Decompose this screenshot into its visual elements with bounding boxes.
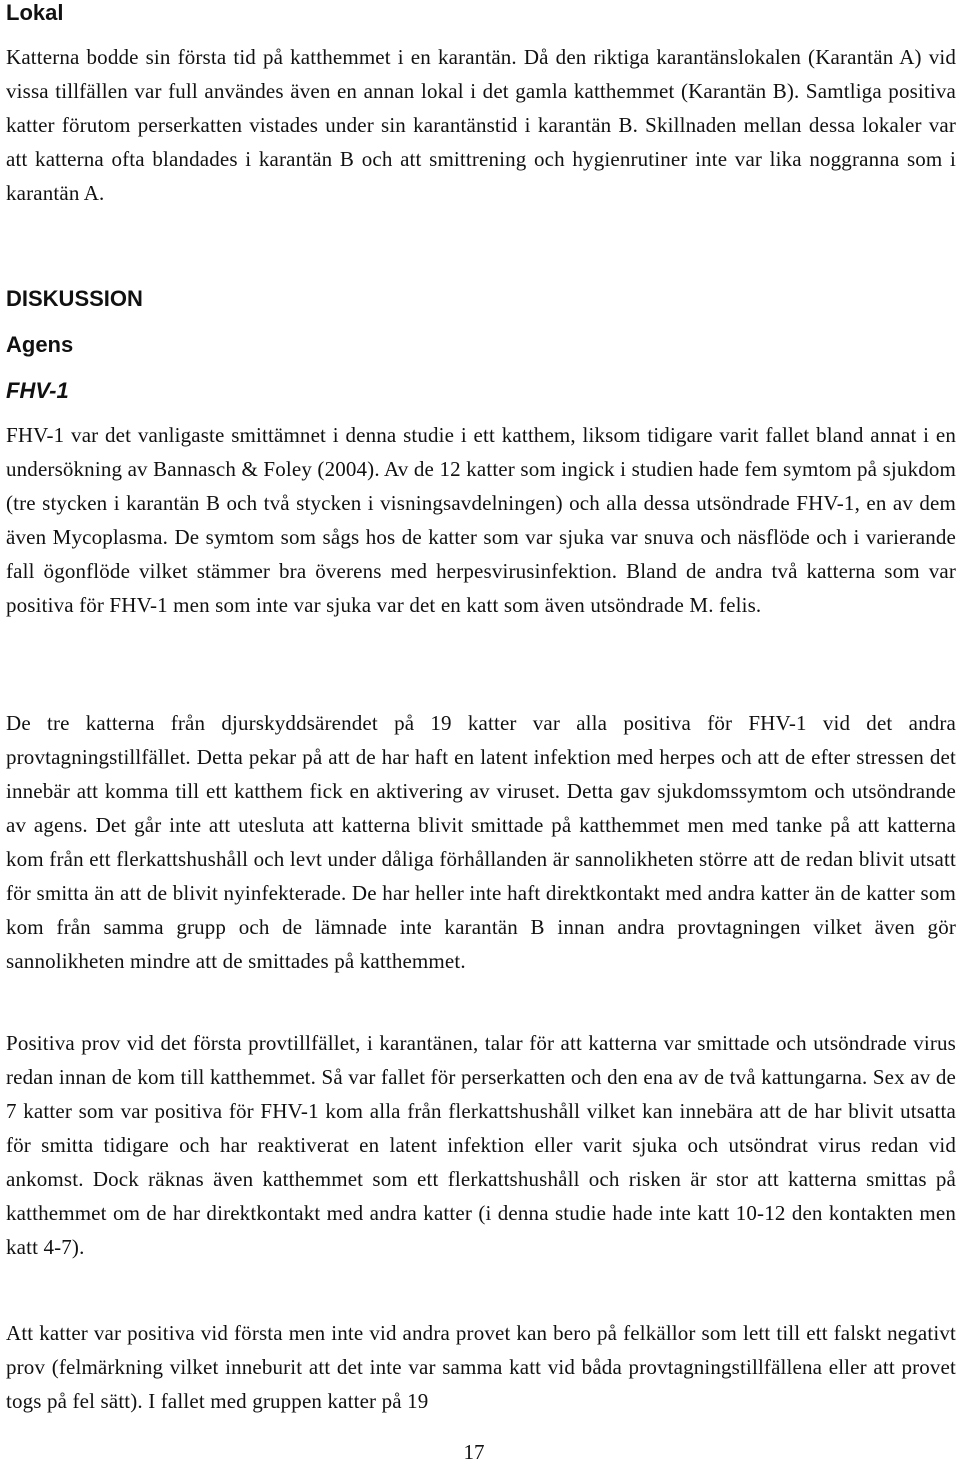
page-number: 17 <box>463 1440 485 1464</box>
section-heading-diskussion: DISKUSSION <box>6 286 143 311</box>
body-paragraph-3: Positiva prov vid det första provtillfället, i karantänen, talar för att katterna var smittade och utsöndrade virus redan innan de kom till katthemmet. Så var fallet för perserkatten och den ena av de två kattungarna. Sex av de 7 katter som var positiva för FHV-1 kom alla från flerkattshushåll vilket kan innebära att de har blivit utsatta för smitta tidigare och har reaktiverat en latent infektion eller varit sjuka och utsöndrat virus redan vid ankomst. Dock räknas även katthemmet som ett flerkattshushåll och risken är stor att katterna smittas på katthemmet om de har direktkontakt med andra katter (i denna studie hade inte katt 10-12 den kontakten men katt 4-7). <box>6 1031 956 1259</box>
document-page <box>6 0 956 1464</box>
body-paragraph-1: FHV-1 var det vanligaste smittämnet i denna studie i ett katthem, liksom tidigare varit fallet bland annat i en undersökning av Bannasch & Foley (2004). Av de 12 katter som ingick i studien hade fem symtom på sjukdom (tre stycken i karantän B och två stycken i visningsavdelningen) och alla dessa utsöndrade FHV-1, en av dem även Mycoplasma. De symtom som sågs hos de katter som var sjuka var snuva och näsflöde och i varierande fall ögonflöde vilket stämmer bra överens med herpesvirusinfektion. Bland de andra två katterna som var positiva för FHV-1 men som inte var sjuka var det en katt som även utsöndrade M. felis. <box>6 423 956 617</box>
subsection-heading-fhv1: FHV-1 <box>6 378 69 403</box>
body-paragraph-2: De tre katterna från djurskyddsärendet på 19 katter var alla positiva för FHV-1 vid det andra provtagningstillfället. Detta pekar på att de har haft en latent infektion med herpes och att de efter stressen det innebär att komma till ett katthem fick en aktivering av viruset. Detta gav sjukdomssymtom och utsöndrande av agens. Det går inte att utesluta att katterna blivit smittade på katthemmet men med tanke på att katterna kom från ett flerkattshushåll och levt under dåliga förhållanden är sannolikheten större att de redan blivit utsatt för smitta än att de blivit nyinfekterade. De har heller inte haft direktkontakt med andra katter än de katter som kom från samma grupp och de lämnade inte karantän B innan andra provtagningen vilket även gör sannolikheten mindre att de smittades på katthemmet. <box>6 711 956 973</box>
section-heading-lokal: Lokal <box>6 0 64 25</box>
subsection-heading-agens: Agens <box>6 332 74 357</box>
lokal-paragraph: Katterna bodde sin första tid på katthemmet i en karantän. Då den riktiga karantänslokalen (Karantän A) vid vissa tillfällen var full användes även en annan lokal i det gamla katthemmet (Karantän B). Samtliga positiva katter förutom perserkatten vistades under sin karantänstid i karantän B. Skillnaden mellan dessa lokaler var att katterna ofta blandades i karantän B och att smittrening och hygienrutiner inte var lika noggranna som i karantän A. <box>6 45 956 205</box>
body-paragraph-4: Att katter var positiva vid första men inte vid andra provet kan bero på felkällor som lett till ett falskt negativt prov (felmärkning vilket inneburit att det inte var samma katt vid båda provtagningstillfällena eller att provet togs på fel sätt). I fallet med gruppen katter på 19 <box>6 1321 956 1413</box>
